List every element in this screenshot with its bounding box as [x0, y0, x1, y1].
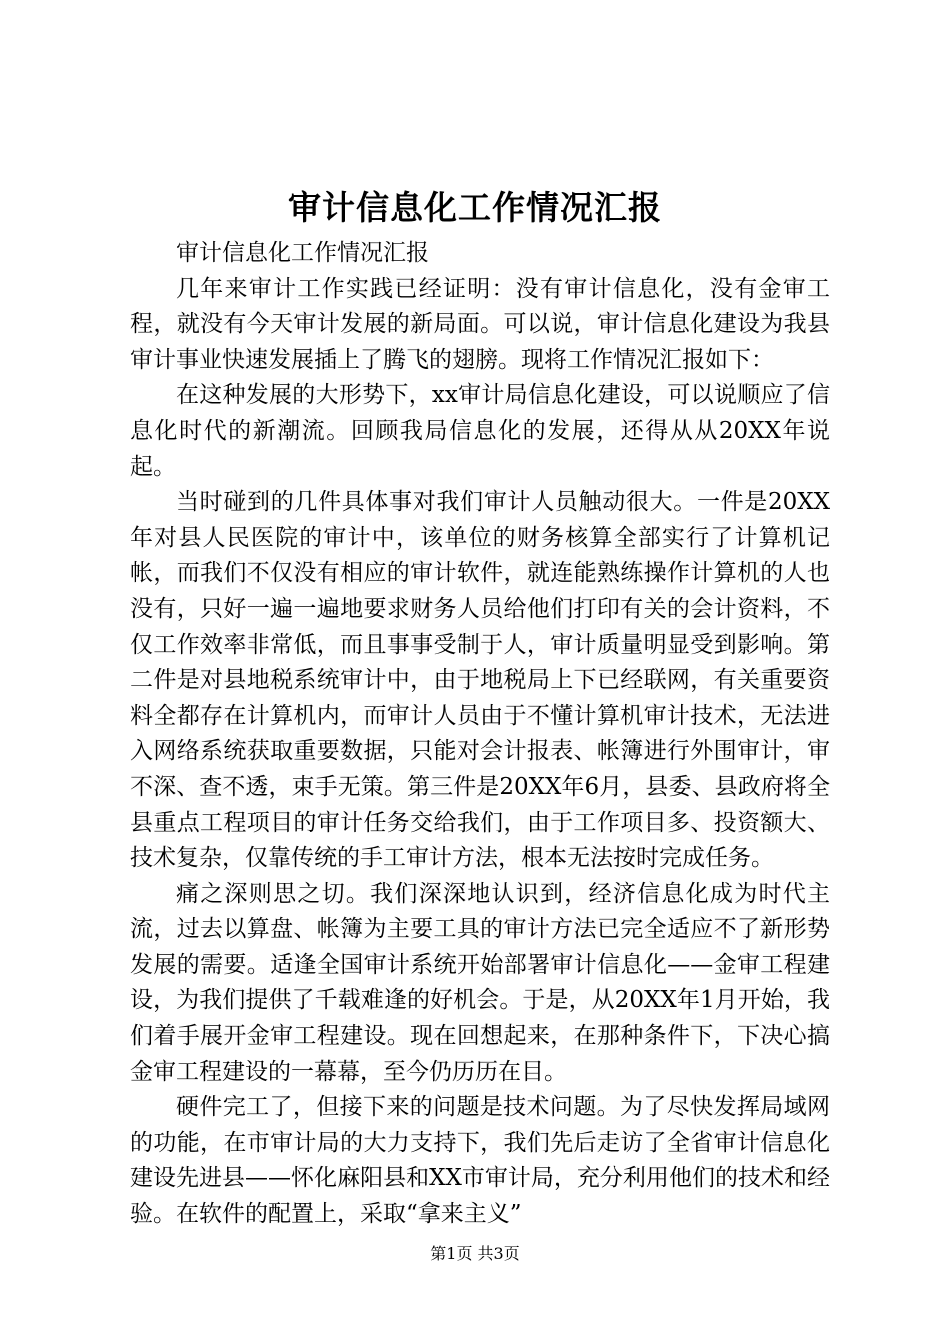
paragraph-background: 在这种发展的大形势下，xx审计局信息化建设，可以说顺应了信息化时代的新潮流。回顾我局信息化的发展，还得从从20XX年说起。	[130, 382, 830, 480]
paragraph-intro: 几年来审计工作实践已经证明：没有审计信息化，没有金审工程，就没有今天审计发展的新局面。可以说，审计信息化建设为我县审计事业快速发展插上了腾飞的翅膀。现将工作情况汇报如下：	[130, 275, 830, 373]
paragraph-hardware: 硬件完工了，但接下来的问题是技术问题。为了尽快发挥局域网的功能，在市审计局的大力支持下，我们先后走访了全省审计信息化建设先进县——怀化麻阳县和XX市审计局，充分利用他们的技术和经验。在软件的配置上，采取“拿来主义”	[130, 1094, 830, 1228]
document-body	[130, 236, 830, 1233]
document-title: 审计信息化工作情况汇报	[288, 188, 662, 227]
paragraph-heading-repeat: 审计信息化工作情况汇报	[176, 240, 429, 266]
page-number-footer: 第1页 共3页	[430, 1244, 520, 1263]
paragraph-incidents: 当时碰到的几件具体事对我们审计人员触动很大。一件是20XX年对县人民医院的审计中，该单位的财务核算全部实行了计算机记帐，而我们不仅没有相应的审计软件，就连能熟练操作计算机的人也没有，只好一遍一遍地要求财务人员给他们打印有关的会计资料，不仅工作效率非常低，而且事事受制于人，审计质量明显受到影响。第二件是对县地税系统审计中，由于地税局上下已经联网，有关重要资料全都存在计算机内，而审计人员由于不懂计算机审计技术，无法进入网络系统获取重要数据，只能对会计报表、帐簿进行外围审计，审不深、查不透，束手无策。第三件是20XX年6月，县委、县政府将全县重点工程项目的审计任务交给我们，由于工作项目多、投资额大、技术复杂，仅靠传统的手工审计方法，根本无法按时完成任务。	[130, 489, 830, 872]
paragraph-reflection: 痛之深则思之切。我们深深地认识到，经济信息化成为时代主流，过去以算盘、帐簿为主要工具的审计方法已完全适应不了新形势发展的需要。适逢全国审计系统开始部署审计信息化——金审工程建设，为我们提供了千载难逢的好机会。于是，从20XX年1月开始，我们着手展开金审工程建设。现在回想起来，在那种条件下，下决心搞金审工程建设的一幕幕，至今仍历历在目。	[130, 880, 830, 1085]
